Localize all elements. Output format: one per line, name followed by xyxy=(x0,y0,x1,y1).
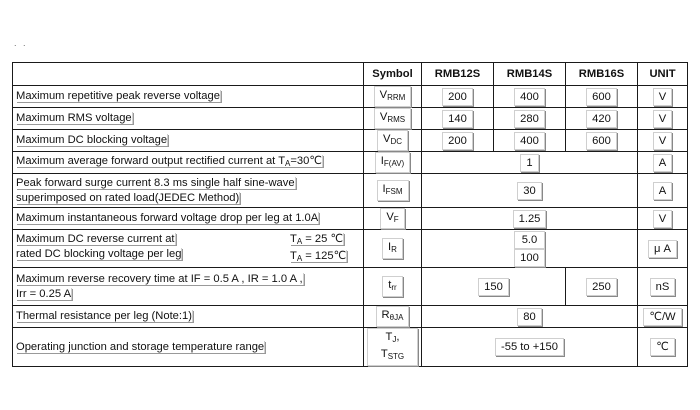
param-cell: Maximum RMS voltage xyxy=(13,108,364,130)
symbol-cell: $I_{F(AV)}$ xyxy=(364,152,422,174)
rmb14s-header: RMB14S xyxy=(494,63,566,86)
unit-cell: ℃ xyxy=(638,328,688,367)
value-cell: 600 xyxy=(566,130,638,152)
param-cell: Maximum repetitive peak reverse voltage xyxy=(13,86,364,108)
value-cell: 30 xyxy=(422,174,638,208)
value-cell: 140 xyxy=(422,108,494,130)
value-cell: 200 xyxy=(422,130,494,152)
symbol-cell: $V_{DC}$ xyxy=(364,130,422,152)
value-cell: 600 xyxy=(566,86,638,108)
param-cell: Operating junction and storage temperature range xyxy=(13,328,364,367)
value-cell: $\frac{5.0}{100}$ xyxy=(422,230,638,268)
symbol-cell: $R_{\theta JA}$ xyxy=(364,306,422,328)
unit-cell: V xyxy=(638,208,688,230)
symbol-cell: $V_{RMS}$ xyxy=(364,108,422,130)
corner-marks: . . xyxy=(14,38,28,48)
value-cell: 80 xyxy=(422,306,638,328)
value-cell: 150 xyxy=(422,268,566,306)
param-cell: Maximum reverse recovery time at IF = 0.5 A , IR = 1.0 A , Irr = 0.25 A xyxy=(13,268,364,306)
unit-cell: A xyxy=(638,152,688,174)
table-row xyxy=(13,130,688,152)
unit-cell: nS xyxy=(638,268,688,306)
table-row xyxy=(13,174,688,208)
symbol-cell: $t_{rr}$ xyxy=(364,268,422,306)
unit-cell: V xyxy=(638,130,688,152)
value-cell: 280 xyxy=(494,108,566,130)
symbol-cell: $I_R$ xyxy=(364,230,422,268)
param-cell: Maximum instantaneous forward voltage drop per leg at 1.0A xyxy=(13,208,364,230)
table-row xyxy=(13,86,688,108)
value-cell: 420 xyxy=(566,108,638,130)
value-cell: 1.25 xyxy=(422,208,638,230)
value-cell: -55 to +150 xyxy=(422,328,638,367)
table-row xyxy=(13,230,688,268)
param-cell: Peak forward surge current 8.3 ms single half sine-wave superimposed on rated load(JEDEC Method) xyxy=(13,174,364,208)
value-cell: 200 xyxy=(422,86,494,108)
electrical-characteristics-table xyxy=(12,62,688,367)
symbol-cell: $T_J$, $T_{STG}$ xyxy=(364,328,422,367)
table-header-row xyxy=(13,63,688,86)
unit-cell: μ A xyxy=(638,230,688,268)
symbol-cell: $I_{FSM}$ xyxy=(364,174,422,208)
value-cell: 1 xyxy=(422,152,638,174)
symbol-cell: $V_F$ xyxy=(364,208,422,230)
param-cell: Maximum DC reverse current at rated DC blocking voltage per leg $T_A = 25$ ℃ $T_A$ = 125℃ xyxy=(13,230,364,268)
table-row xyxy=(13,208,688,230)
unit-cell: ℃/W xyxy=(638,306,688,328)
value-cell: 400 xyxy=(494,86,566,108)
unit-cell: A xyxy=(638,174,688,208)
symbol-cell: $V_{RRM}$ xyxy=(364,86,422,108)
table-row xyxy=(13,108,688,130)
table-row xyxy=(13,306,688,328)
unit-cell: V xyxy=(638,108,688,130)
value-cell: 250 xyxy=(566,268,638,306)
table-row xyxy=(13,268,688,306)
unit-cell: V xyxy=(638,86,688,108)
symbol-header: Symbol xyxy=(364,63,422,86)
rmb12s-header: RMB12S xyxy=(422,63,494,86)
unit-header: UNIT xyxy=(638,63,688,86)
param-cell: Maximum average forward output rectified current at $T_A=30℃$ xyxy=(13,152,364,174)
param-cell: Maximum DC blocking voltage xyxy=(13,130,364,152)
value-cell: 400 xyxy=(494,130,566,152)
param-cell: Thermal resistance per leg (Note:1) xyxy=(13,306,364,328)
table-row xyxy=(13,152,688,174)
param-header xyxy=(13,63,364,86)
table-row xyxy=(13,328,688,367)
rmb16s-header: RMB16S xyxy=(566,63,638,86)
